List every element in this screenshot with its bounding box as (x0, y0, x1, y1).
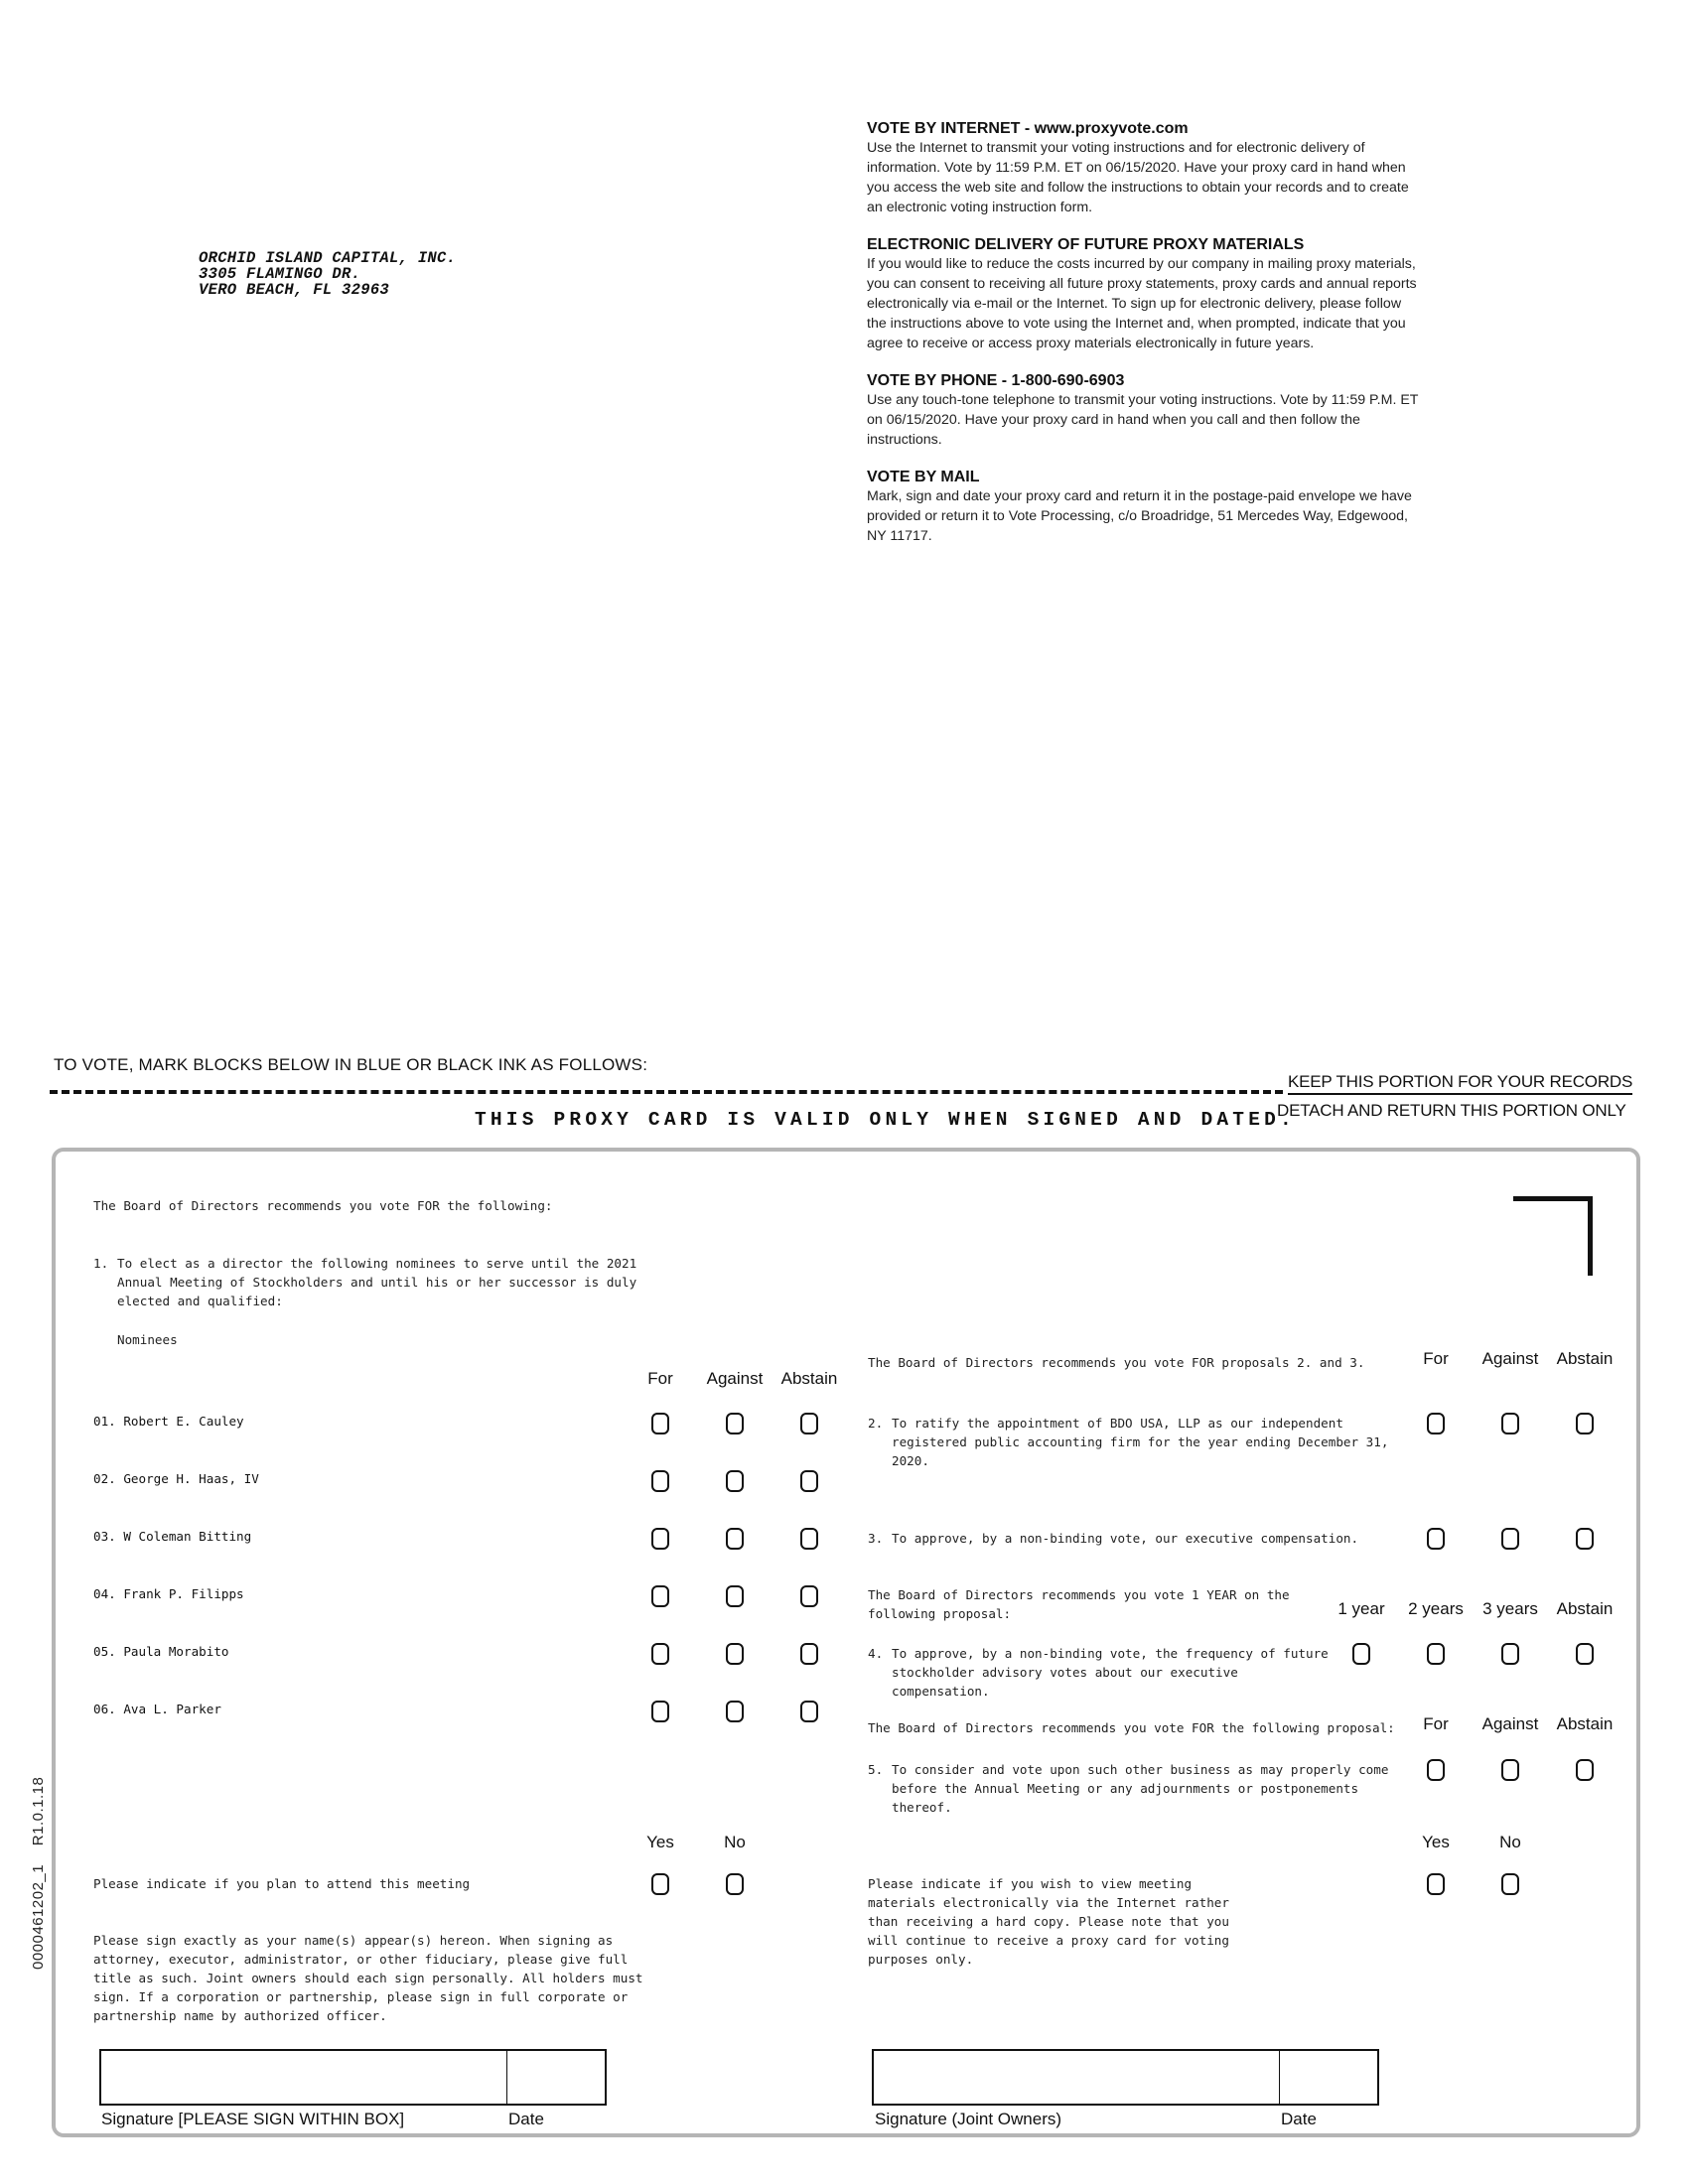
electronic-materials-line: than receiving a hard copy. Please note that you (868, 1914, 1229, 1929)
electronic-materials-line: purposes only. (868, 1952, 974, 1967)
date-label: Date (508, 2110, 544, 2128)
proposal-4-abstain-checkbox[interactable] (1576, 1643, 1594, 1665)
vote-against-checkbox[interactable] (726, 1585, 744, 1607)
instruction-line: instructions. (867, 432, 942, 448)
instruction-line: the instructions above to vote using the Internet and, when prompted, indicate that you (867, 316, 1406, 332)
signature-box[interactable] (99, 2049, 607, 2106)
nominee-name: 04. Frank P. Filipps (93, 1586, 244, 1601)
vote-abstain-checkbox[interactable] (800, 1643, 818, 1665)
proposal-3-against-checkbox[interactable] (1501, 1528, 1519, 1550)
instruction-line: Use any touch-tone telephone to transmit your voting instructions. Vote by 11:59 P.M. ET (867, 392, 1419, 408)
instruction-line: NY 11717. (867, 528, 932, 544)
electronic-materials-line: materials electronically via the Internet rather (868, 1895, 1229, 1910)
vote-against-checkbox[interactable] (726, 1528, 744, 1550)
vote-by-mail-heading: VOTE BY MAIL (867, 469, 980, 485)
proposal-5-against-checkbox[interactable] (1501, 1759, 1519, 1781)
street-address: 3305 FLAMINGO DR. (199, 265, 361, 283)
instruction-line: you can consent to receiving all future proxy statements, proxy cards and annual reports (867, 276, 1417, 292)
vote-against-checkbox[interactable] (726, 1413, 744, 1434)
electronic-materials-line: will continue to receive a proxy card for voting (868, 1933, 1229, 1948)
electronic-materials-question (868, 1874, 1229, 1969)
proposal-4-line: To approve, by a non-binding vote, the frequency of future (892, 1646, 1329, 1661)
nominees-label: Nominees (117, 1332, 178, 1347)
joint-owners-signature-label: Signature (Joint Owners) (875, 2110, 1062, 2128)
proposal-4-line: stockholder advisory votes about our executive (892, 1665, 1238, 1680)
column-abstain: Abstain (1556, 1349, 1614, 1368)
proposal-1-line: Annual Meeting of Stockholders and until his or her successor is duly (117, 1275, 637, 1290)
nominee-name: 03. W Coleman Bitting (93, 1529, 252, 1544)
proposal-3-text: To approve, by a non-binding vote, our executive compensation. (892, 1531, 1359, 1546)
recommendation-line: following proposal: (868, 1606, 1012, 1621)
signing-instructions (93, 1931, 643, 2025)
proposal-5-abstain-checkbox[interactable] (1576, 1759, 1594, 1781)
electronic-yes-checkbox[interactable] (1427, 1873, 1445, 1895)
proposal-1-text (117, 1254, 636, 1310)
electronic-no-checkbox[interactable] (1501, 1873, 1519, 1895)
vote-by-internet-section (867, 119, 1527, 217)
vote-by-phone-section (867, 371, 1527, 450)
vote-abstain-checkbox[interactable] (800, 1701, 818, 1722)
signature-date-divider (1279, 2051, 1280, 2104)
nominee-name: 06. Ava L. Parker (93, 1702, 221, 1716)
vote-for-checkbox[interactable] (651, 1470, 669, 1492)
joint-owners-signature-box[interactable] (872, 2049, 1379, 2106)
signature-label: Signature [PLEASE SIGN WITHIN BOX] (101, 2110, 405, 2128)
instruction-line: agree to receive or access proxy materials electronically in future years. (867, 336, 1315, 351)
vote-for-checkbox[interactable] (651, 1585, 669, 1607)
signing-instruction-line: partnership name by authorized officer. (93, 2008, 387, 2023)
instruction-line: information. Vote by 11:59 P.M. ET on 06/15/2020. Have your proxy card in hand when (867, 160, 1406, 176)
proposal-2-against-checkbox[interactable] (1501, 1413, 1519, 1434)
proposal-4-1-year-checkbox[interactable] (1352, 1643, 1370, 1665)
vote-for-checkbox[interactable] (651, 1413, 669, 1434)
instruction-line: If you would like to reduce the costs incurred by our company in mailing proxy materials, (867, 256, 1416, 272)
vote-against-checkbox[interactable] (726, 1470, 744, 1492)
vote-for-checkbox[interactable] (651, 1528, 669, 1550)
proposal-2-number: 2. (868, 1416, 884, 1431)
instruction-line: Mark, sign and date your proxy card and return it in the postage-paid envelope we have (867, 488, 1412, 504)
nominee-name: 02. George H. Haas, IV (93, 1471, 259, 1486)
electronic-materials-line: Please indicate if you wish to view meeting (868, 1876, 1193, 1891)
recommendation-line: The Board of Directors recommends you vote 1 YEAR on the (868, 1587, 1290, 1602)
signing-instruction-line: title as such. Joint owners should each sign personally. All holders must (93, 1971, 643, 1985)
proposal-3-for-checkbox[interactable] (1427, 1528, 1445, 1550)
column-against: Against (1481, 1714, 1539, 1733)
proposal-2-line: 2020. (892, 1453, 929, 1468)
column-yes: Yes (646, 1833, 674, 1851)
detach-return-label: DETACH AND RETURN THIS PORTION ONLY (1277, 1101, 1626, 1120)
column-against: Against (706, 1369, 764, 1388)
proposal-4-line: compensation. (892, 1684, 990, 1699)
column-abstain: Abstain (780, 1369, 838, 1388)
column-for: For (647, 1369, 673, 1388)
column-no: No (724, 1833, 746, 1851)
column-yes: Yes (1422, 1833, 1450, 1851)
corner-registration-mark (1513, 1196, 1593, 1276)
proposal-4-text (892, 1644, 1329, 1701)
proposal-5-for-checkbox[interactable] (1427, 1759, 1445, 1781)
vote-against-checkbox[interactable] (726, 1643, 744, 1665)
vote-by-internet-heading: VOTE BY INTERNET - www.proxyvote.com (867, 120, 1189, 137)
date-label: Date (1281, 2110, 1317, 2128)
column-abstain: Abstain (1556, 1714, 1614, 1733)
board-recommendation: The Board of Directors recommends you vote FOR the following: (93, 1198, 553, 1213)
proposal-4-3-years-checkbox[interactable] (1501, 1643, 1519, 1665)
vote-abstain-checkbox[interactable] (800, 1585, 818, 1607)
electronic-delivery-heading: ELECTRONIC DELIVERY OF FUTURE PROXY MATERIALS (867, 236, 1305, 253)
signature-date-divider (506, 2051, 507, 2104)
instruction-line: Use the Internet to transmit your voting instructions and for electronic delivery of (867, 140, 1365, 156)
proposal-5-text (892, 1760, 1388, 1817)
vote-for-checkbox[interactable] (651, 1643, 669, 1665)
keep-portion-label: KEEP THIS PORTION FOR YOUR RECORDS (1288, 1072, 1632, 1095)
proposal-5-line: before the Annual Meeting or any adjournments or postponements (892, 1781, 1359, 1796)
proposal-3-number: 3. (868, 1531, 884, 1546)
vote-by-phone-heading: VOTE BY PHONE - 1-800-690-6903 (867, 372, 1125, 389)
proposal-2-line: registered public accounting firm for the year ending December 31, (892, 1434, 1389, 1449)
instruction-line: on 06/15/2020. Have your proxy card in hand when you call and then follow the (867, 412, 1360, 428)
nominee-name: 01. Robert E. Cauley (93, 1414, 244, 1429)
vote-by-mail-section (867, 468, 1527, 546)
signing-instruction-line: Please sign exactly as your name(s) appear(s) hereon. When signing as (93, 1933, 614, 1948)
board-recommendation-5: The Board of Directors recommends you vote FOR the following proposal: (868, 1720, 1395, 1735)
column-against: Against (1481, 1349, 1539, 1368)
attend-no-checkbox[interactable] (726, 1873, 744, 1895)
vote-for-checkbox[interactable] (651, 1701, 669, 1722)
instruction-line: provided or return it to Vote Processing, c/o Broadridge, 51 Mercedes Way, Edgewood, (867, 508, 1408, 524)
signing-instruction-line: attorney, executor, administrator, or other fiduciary, please give full (93, 1952, 629, 1967)
vote-abstain-checkbox[interactable] (800, 1413, 818, 1434)
vote-against-checkbox[interactable] (726, 1701, 744, 1722)
return-address (199, 250, 456, 298)
proposal-2-line: To ratify the appointment of BDO USA, LLP as our independent (892, 1416, 1343, 1431)
column-3-years: 3 years (1482, 1599, 1538, 1618)
column-1-year: 1 year (1337, 1599, 1385, 1618)
column-for: For (1423, 1349, 1449, 1368)
electronic-delivery-section (867, 235, 1527, 353)
valid-only-notice: THIS PROXY CARD IS VALID ONLY WHEN SIGNED AND DATED. (475, 1109, 1296, 1131)
vote-abstain-checkbox[interactable] (800, 1470, 818, 1492)
mark-instruction: TO VOTE, MARK BLOCKS BELOW IN BLUE OR BLACK INK AS FOLLOWS: (54, 1055, 648, 1074)
column-for: For (1423, 1714, 1449, 1733)
document-control-code: 0000461202_1 R1.0.1.18 (30, 1776, 47, 1970)
proposal-2-for-checkbox[interactable] (1427, 1413, 1445, 1434)
proposal-4-number: 4. (868, 1646, 884, 1661)
instruction-line: electronically via e-mail or the Internet. To sign up for electronic delivery, please follow (867, 296, 1402, 312)
proposal-2-abstain-checkbox[interactable] (1576, 1413, 1594, 1434)
proposal-2-text (892, 1414, 1388, 1470)
column-2-years: 2 years (1408, 1599, 1464, 1618)
proposal-5-line: To consider and vote upon such other business as may properly come (892, 1762, 1389, 1777)
proposal-3-abstain-checkbox[interactable] (1576, 1528, 1594, 1550)
signing-instruction-line: sign. If a corporation or partnership, please sign in full corporate or (93, 1989, 629, 2004)
proposal-5-number: 5. (868, 1762, 884, 1777)
proposal-1-line: To elect as a director the following nominees to serve until the 2021 (117, 1256, 637, 1271)
proposal-4-2-years-checkbox[interactable] (1427, 1643, 1445, 1665)
proposal-1-line: elected and qualified: (117, 1294, 283, 1308)
company-name: ORCHID ISLAND CAPITAL, INC. (199, 249, 457, 267)
detach-dashed-line (50, 1090, 1283, 1094)
city-state-zip: VERO BEACH, FL 32963 (199, 281, 390, 299)
instruction-line: an electronic voting instruction form. (867, 200, 1093, 215)
proposal-5-line: thereof. (892, 1800, 952, 1815)
voting-instructions (867, 119, 1527, 564)
column-no: No (1499, 1833, 1521, 1851)
column-abstain: Abstain (1556, 1599, 1614, 1618)
instruction-line: you access the web site and follow the instructions to obtain your records and to create (867, 180, 1409, 196)
board-recommendation-2-3: The Board of Directors recommends you vote FOR proposals 2. and 3. (868, 1355, 1365, 1370)
vote-abstain-checkbox[interactable] (800, 1528, 818, 1550)
attend-yes-checkbox[interactable] (651, 1873, 669, 1895)
nominee-name: 05. Paula Morabito (93, 1644, 229, 1659)
board-recommendation-4 (868, 1585, 1290, 1623)
proposal-1-number: 1. (93, 1256, 109, 1271)
attend-meeting-question: Please indicate if you plan to attend this meeting (93, 1876, 471, 1891)
